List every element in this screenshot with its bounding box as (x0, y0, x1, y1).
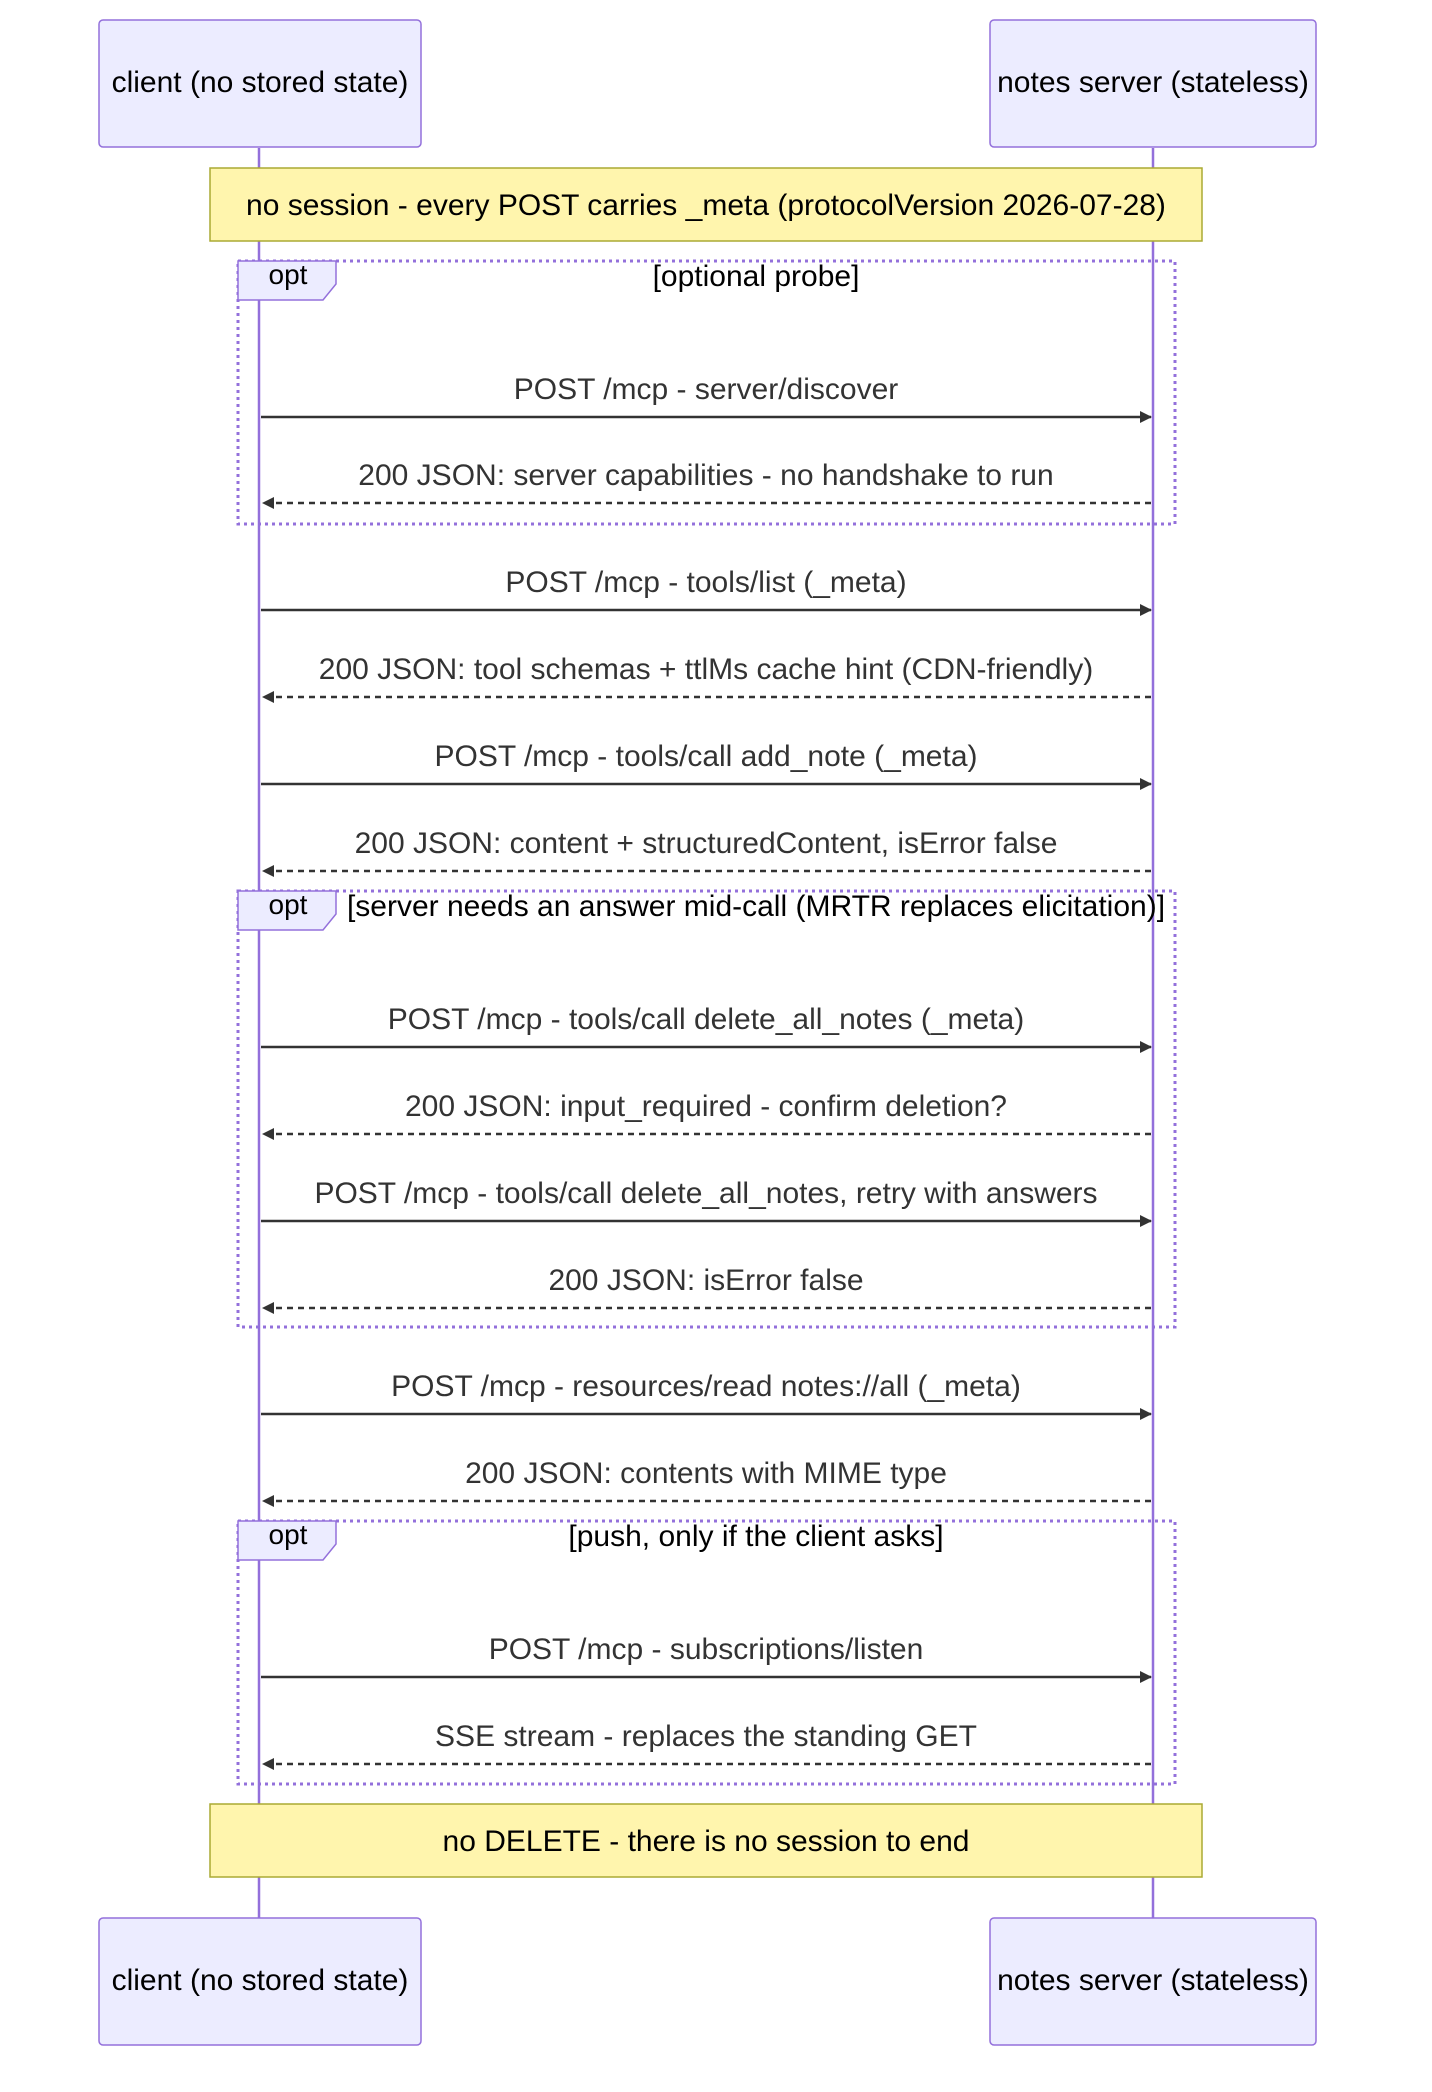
message-label-2: 200 JSON: server capabilities - no handshake to run (358, 459, 1054, 492)
message-label-3: POST /mcp - tools/list (_meta) (505, 566, 907, 599)
actor-server-bottom-label: notes server (stateless) (997, 1963, 1309, 1997)
message-label-11: POST /mcp - resources/read notes://all (_meta) (391, 1370, 1021, 1403)
frame-optional-probe-tag: opt (268, 259, 308, 290)
frame-push-condition: [push, only if the client asks] (568, 1520, 944, 1553)
message-label-9: POST /mcp - tools/call delete_all_notes, retry with answers (314, 1177, 1098, 1210)
actor-server-label: notes server (stateless) (997, 65, 1309, 99)
note-no-delete (210, 1804, 1202, 1877)
message-label-1: POST /mcp - server/discover (513, 373, 899, 406)
message-label-8: 200 JSON: input_required - confirm deletion? (405, 1090, 1007, 1123)
message-label-6: 200 JSON: content + structuredContent, isError false (354, 827, 1058, 860)
message-list (261, 373, 1151, 1764)
frame-mid-call-answer-condition: [server needs an answer mid-call (MRTR replaces elicitation)] (346, 890, 1166, 923)
message-label-7: POST /mcp - tools/call delete_all_notes (_meta) (387, 1003, 1025, 1036)
message-label-14: SSE stream - replaces the standing GET (435, 1720, 977, 1753)
note-no-session (210, 168, 1202, 241)
frame-optional-probe-condition: [optional probe] (652, 260, 860, 293)
message-label-10: 200 JSON: isError false (548, 1264, 864, 1297)
frame-push-tag: opt (268, 1519, 308, 1550)
message-label-12: 200 JSON: contents with MIME type (465, 1457, 947, 1490)
note-no-session-text: no session - every POST carries _meta (protocolVersion 2026-07-28) (246, 188, 1166, 222)
message-label-13: POST /mcp - subscriptions/listen (488, 1633, 924, 1666)
actor-server-top (990, 20, 1316, 147)
actor-server-bottom (990, 1918, 1316, 2045)
actor-client-bottom-label: client (no stored state) (111, 1963, 409, 1997)
message-label-5: POST /mcp - tools/call add_note (_meta) (434, 740, 978, 773)
message-label-4: 200 JSON: tool schemas + ttlMs cache hint (CDN-friendly) (318, 653, 1094, 686)
note-no-delete-text: no DELETE - there is no session to end (442, 1824, 970, 1858)
frame-mid-call-answer-tag: opt (268, 889, 308, 920)
actor-client-top (99, 20, 421, 147)
actor-client-label: client (no stored state) (111, 65, 409, 99)
actor-client-bottom (99, 1918, 421, 2045)
